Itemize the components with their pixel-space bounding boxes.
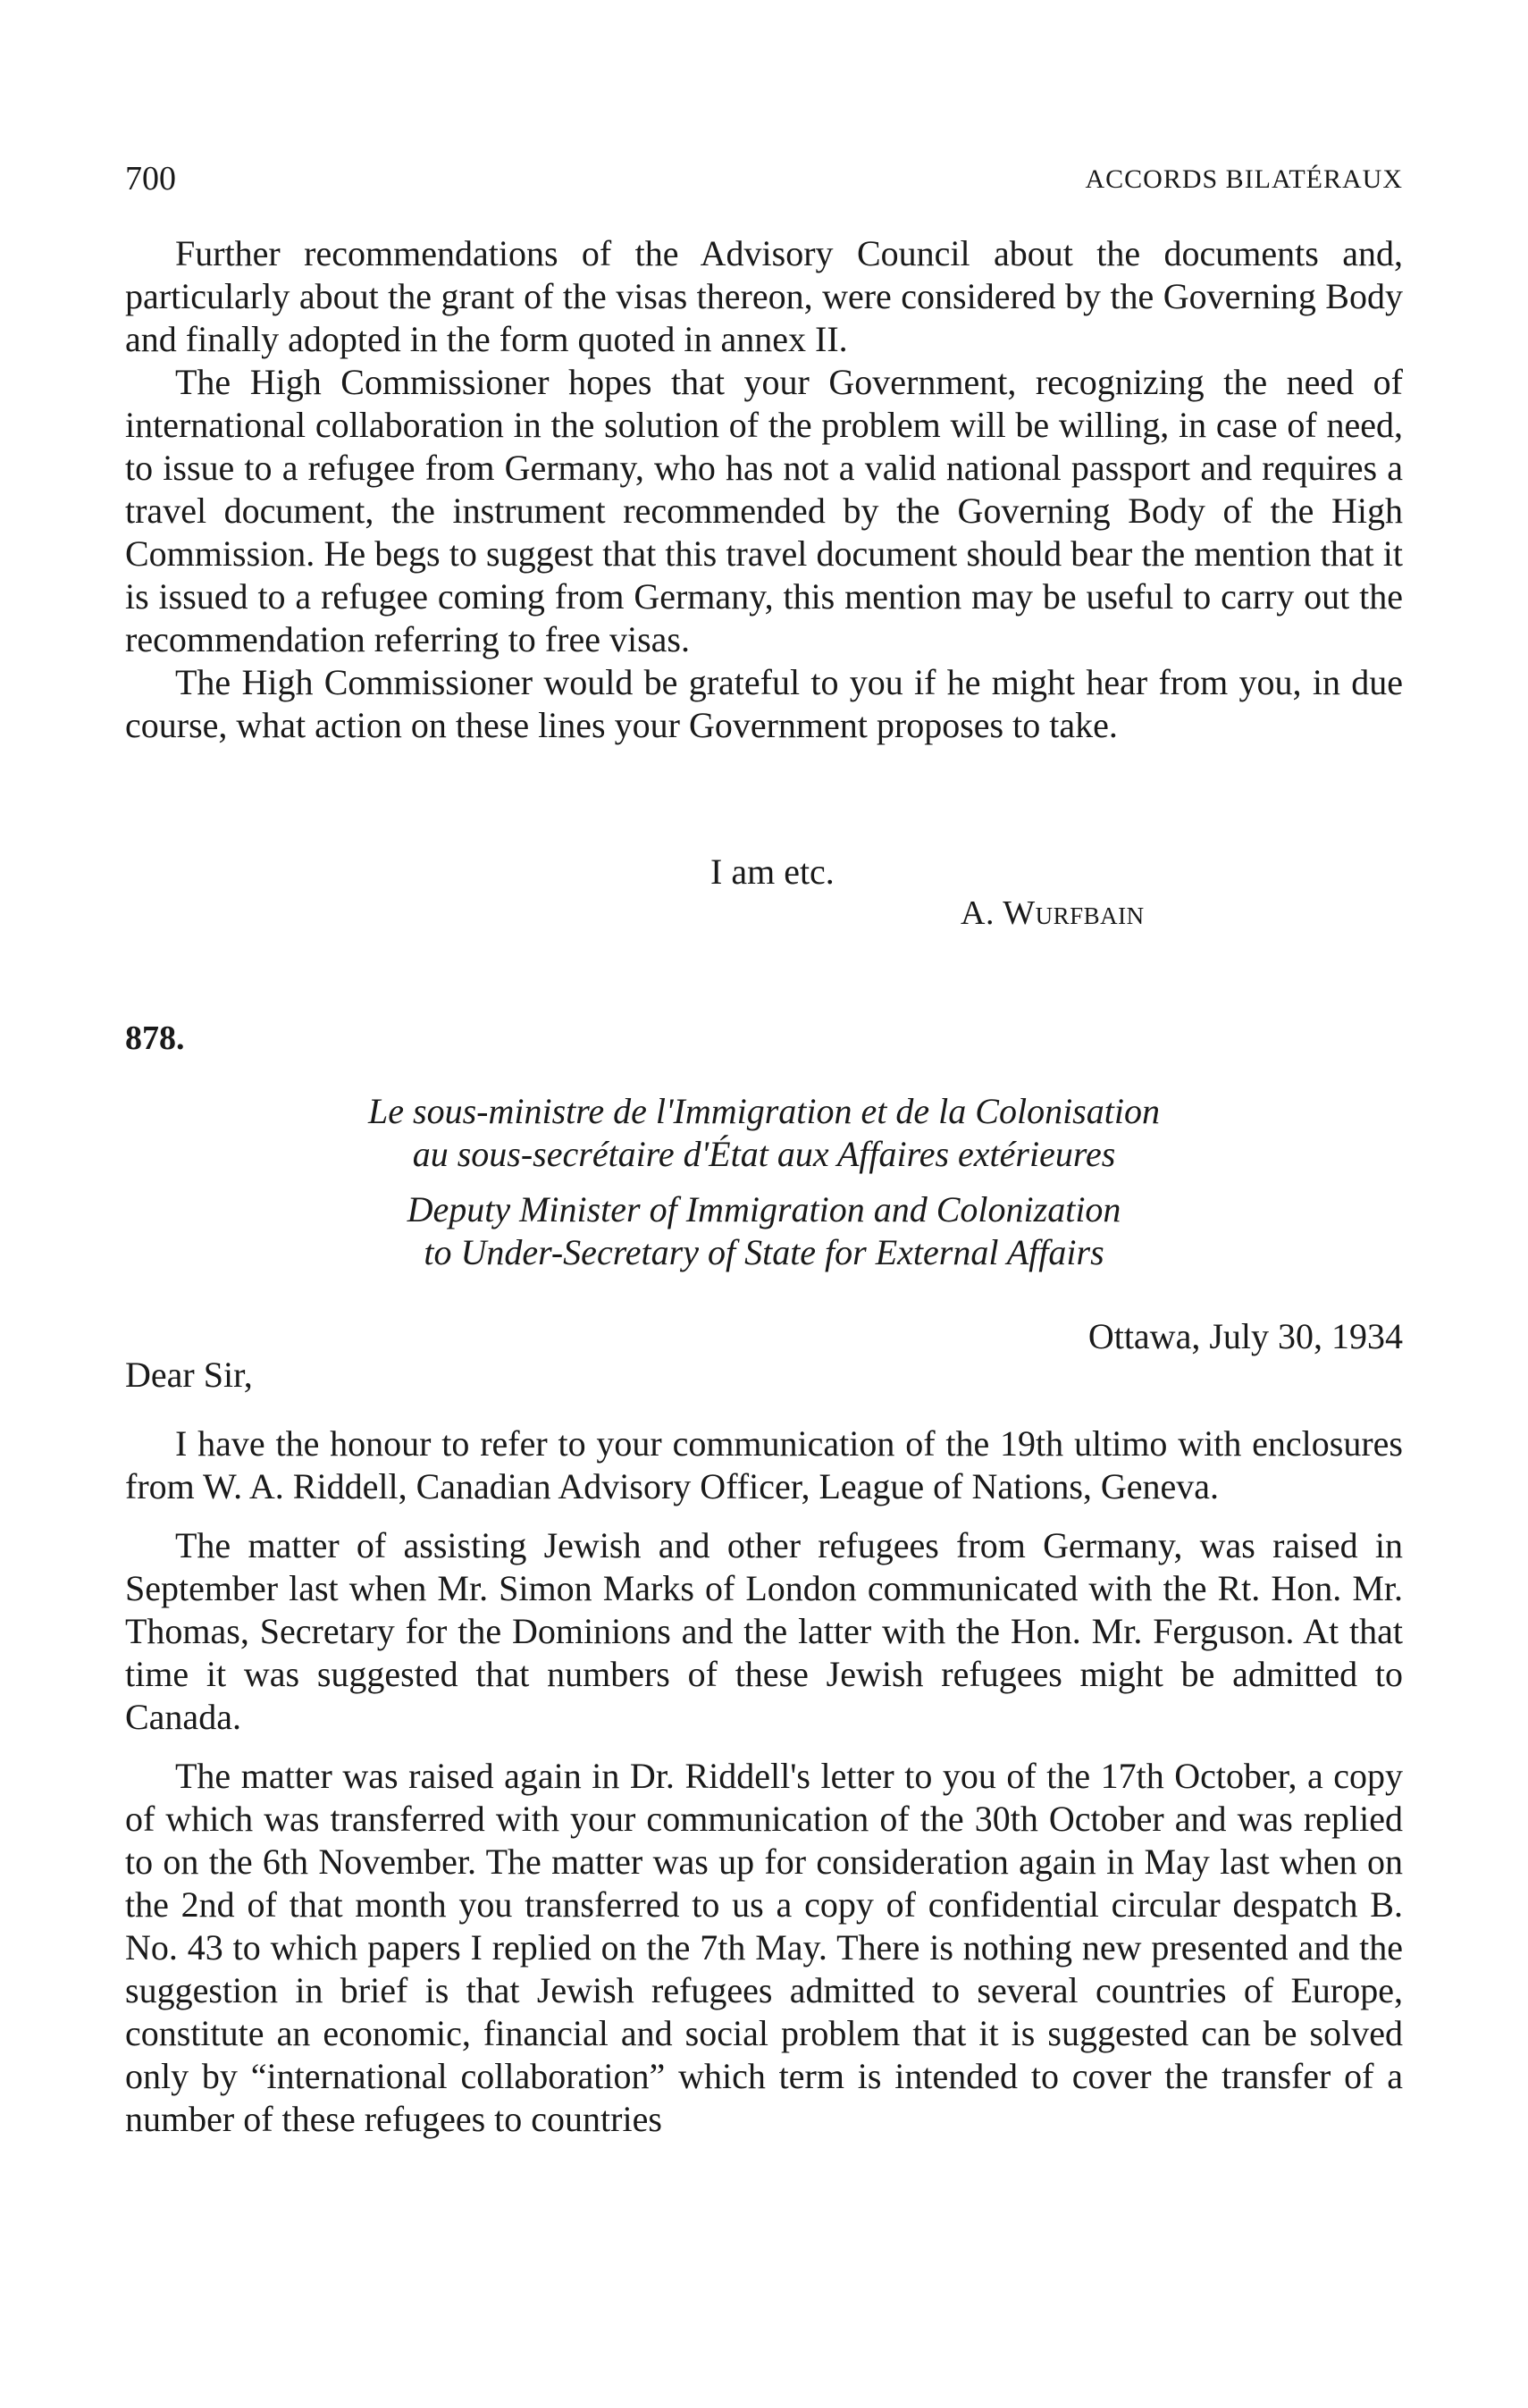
salutation: Dear Sir, — [125, 1355, 253, 1395]
document-page — [125, 0, 1403, 2408]
preceding-letter-body — [125, 232, 1403, 747]
heading-english — [125, 1188, 1403, 1274]
paragraph: The matter of assisting Jewish and other refugees from Germany, was raised in September last when Mr. Simon Marks of London communicated with the Rt. Hon. Mr. Thomas, Secretary for the Dominions and the latter with the Hon. Mr. Ferguson. At that time it was suggested that numbers of these Jewish refugees might be admitted to Canada. — [125, 1525, 1403, 1737]
letter-body — [125, 1422, 1403, 2141]
heading-english-line-2: to Under-Secretary of State for External Affairs — [424, 1232, 1104, 1272]
paragraph: I have the honour to refer to your communication of the 19th ultimo with enclosures from W. A. Riddell, Canadian Advisory Officer, League of Nations, Geneva. — [125, 1423, 1403, 1506]
document-number: 878. — [125, 1019, 185, 1057]
running-head — [125, 159, 1403, 204]
heading-french-line-1: Le sous-ministre de l'Immigration et de la Colonisation — [368, 1091, 1160, 1131]
closing-line: I am etc. — [710, 852, 835, 892]
paragraph: The High Commissioner would be grateful to you if he might hear from you, in due course, what action on these lines your Government proposes to take. — [125, 662, 1403, 745]
page-number: 700 — [125, 160, 176, 197]
date-line: Ottawa, July 30, 1934 — [1087, 1316, 1403, 1356]
signature: A. Wurfbain — [961, 894, 1145, 932]
paragraph: Further recommendations of the Advisory Council about the documents and, particularly about the grant of the visas thereon, were considered by the Governing Body and finally adopted in the form quoted in annex II. — [125, 233, 1403, 359]
heading-french — [125, 1090, 1403, 1176]
heading-french-line-2: au sous-secrétaire d'État aux Affaires extérieures — [412, 1134, 1116, 1174]
running-title: ACCORDS BILATÉRAUX — [1085, 164, 1403, 194]
paragraph: The matter was raised again in Dr. Riddell's letter to you of the 17th October, a copy of which was transferred with your communication of the 30th October and was replied to on the 6th November. The matter was up for consideration again in May last when on the 2nd of that month you transferred to us a copy of confidential circular despatch B. No. 43 to which papers I replied on the 7th May. There is nothing new presented and the suggestion in brief is that Jewish refugees admitted to several countries of Europe, constitute an economic, financial and social problem that it is suggested can be solved only by “international collaboration” which term is intended to cover the transfer of a number of these refugees to countries — [125, 1756, 1403, 2139]
paragraph: The High Commissioner hopes that your Government, recognizing the need of international collaboration in the solution of the problem will be willing, in case of need, to issue to a refugee from Germany, who has not a valid national passport and requires a travel document, the instrument recommended by the Governing Body of the High Commission. He begs to suggest that this travel document should bear the mention that it is issued to a refugee coming from Germany, this mention may be useful to carry out the recommendation referring to free visas. — [125, 362, 1403, 659]
heading-english-line-1: Deputy Minister of Immigration and Colonization — [407, 1189, 1121, 1229]
